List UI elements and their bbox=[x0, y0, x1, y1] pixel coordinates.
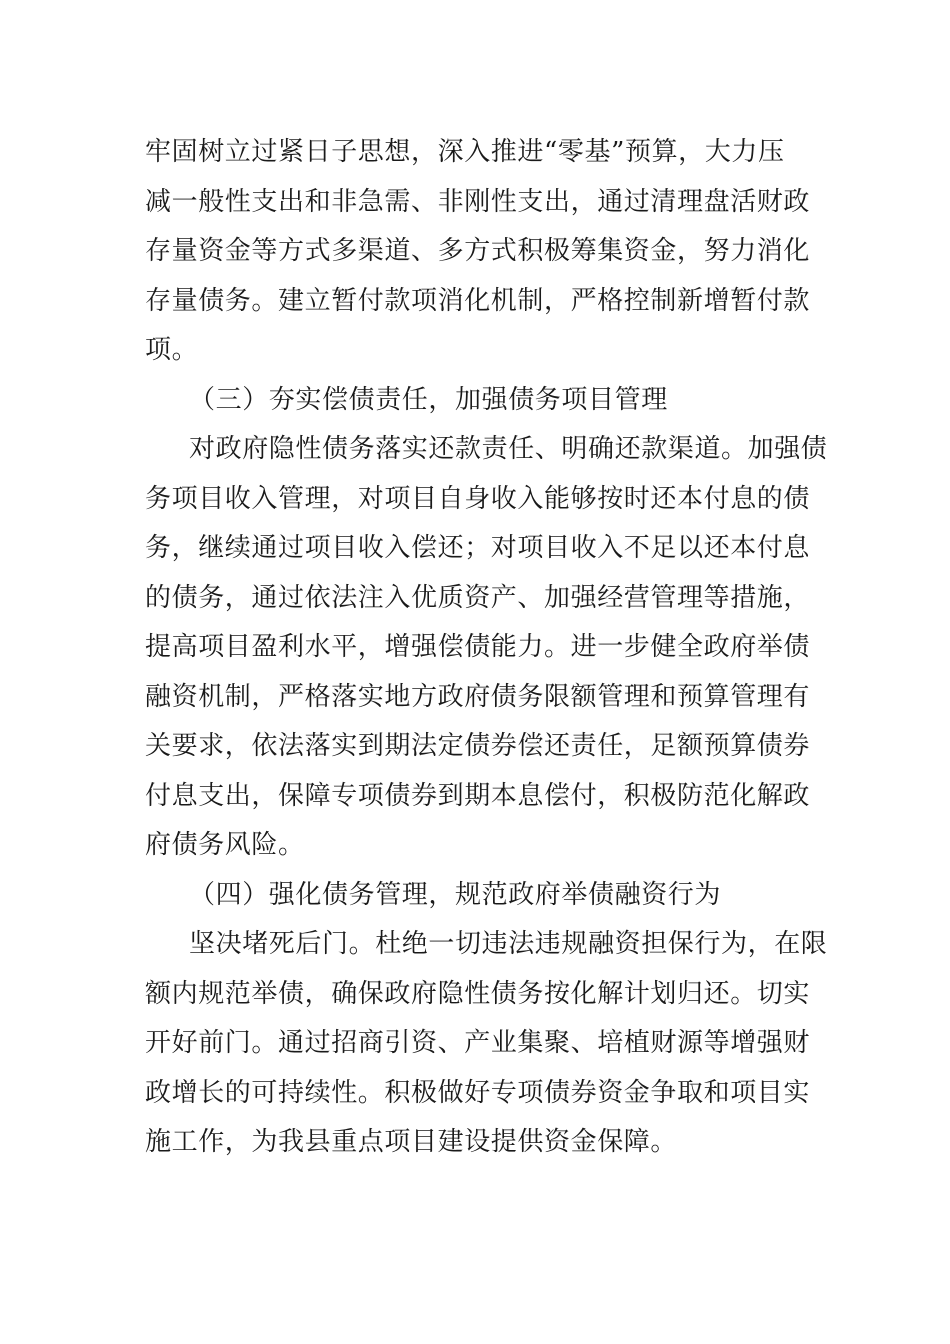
text-line: 务，继续通过项目收入偿还；对项目收入不足以还本付息 bbox=[145, 533, 811, 563]
body-text bbox=[145, 128, 828, 1168]
text-line: 府债务风险。 bbox=[145, 830, 305, 860]
text-line: 付息支出，保障专项债券到期本息偿付，积极防范化解政 bbox=[145, 780, 811, 811]
text-line: 的债务，通过依法注入优质资产、加强经营管理等措施， bbox=[145, 582, 811, 613]
section-heading-4: （四）强化债务管理，规范政府举债融资行为 bbox=[189, 879, 722, 910]
text-line: 施工作，为我县重点项目建设提供资金保障。 bbox=[145, 1127, 678, 1157]
text-line: 额内规范举债，确保政府隐性债务按化解计划归还。切实 bbox=[145, 978, 811, 1009]
text-line: 融资机制，严格落实地方政府债务限额管理和预算管理有 bbox=[145, 681, 811, 712]
text-line: 关要求，依法落实到期法定债券偿还责任，足额预算债券 bbox=[145, 731, 811, 761]
text-line: 务项目收入管理，对项目自身收入能够按时还本付息的债 bbox=[145, 483, 811, 514]
text-line: 对政府隐性债务落实还款责任、明确还款渠道。加强债 bbox=[189, 434, 828, 464]
text-line: 存量债务。建立暂付款项消化机制，严格控制新增暂付款 bbox=[145, 285, 811, 316]
text-line: 存量资金等方式多渠道、多方式积极筹集资金，努力消化 bbox=[145, 236, 811, 266]
text-line: 坚决堵死后门。杜绝一切违法违规融资担保行为，在限 bbox=[189, 929, 828, 959]
text-line: 开好前门。通过招商引资、产业集聚、培植财源等增强财 bbox=[145, 1028, 811, 1058]
section-heading-3: （三）夯实偿债责任，加强债务项目管理 bbox=[189, 384, 668, 415]
text-line: 政增长的可持续性。积极做好专项债券资金争取和项目实 bbox=[145, 1077, 811, 1108]
text-line: 牢固树立过紧日子思想，深入推进“零基”预算，大力压 bbox=[145, 137, 785, 167]
text-line: 减一般性支出和非急需、非刚性支出，通过清理盘活财政 bbox=[145, 186, 811, 217]
text-line: 提高项目盈利水平，增强偿债能力。进一步健全政府举债 bbox=[145, 632, 811, 662]
text-line: 项。 bbox=[145, 335, 199, 365]
